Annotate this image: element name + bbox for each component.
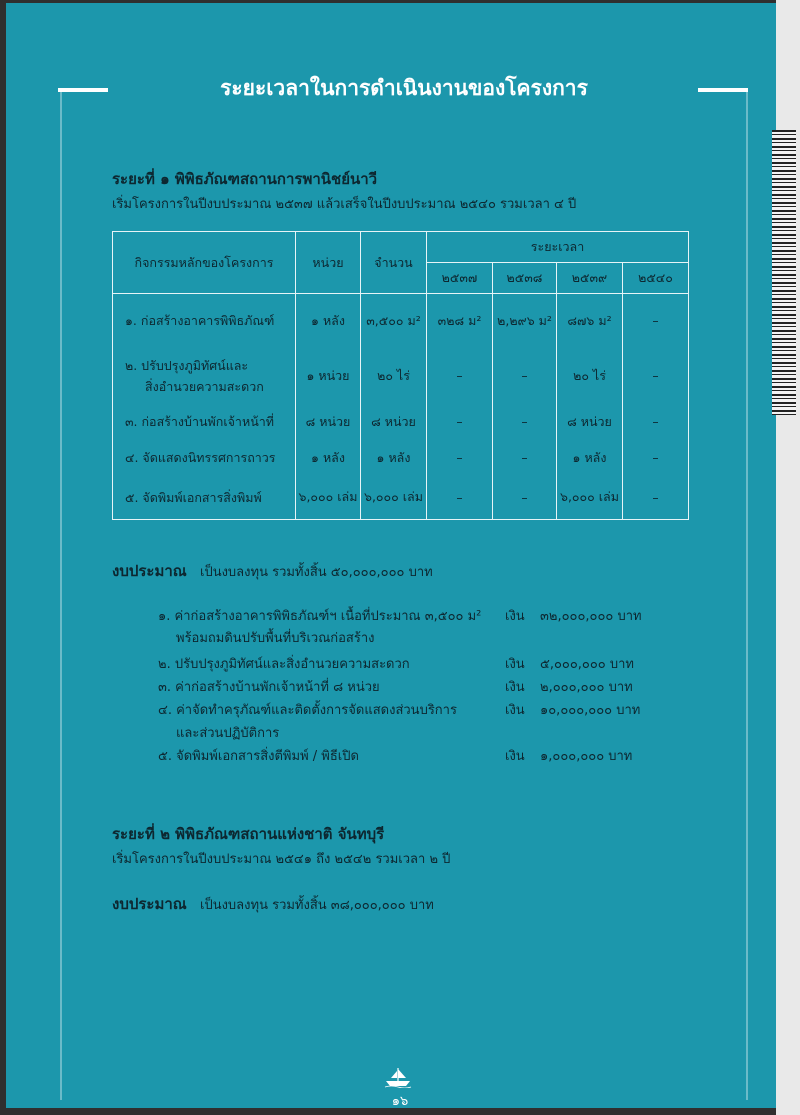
- table-row: [113, 404, 689, 440]
- row-y4: –: [623, 294, 689, 348]
- row-y4: –: [623, 348, 689, 404]
- table-row: [113, 440, 689, 476]
- row-unit: ๘ หน่วย: [296, 404, 361, 440]
- budget-item-1: ๑. ค่าก่อสร้างอาคารพิพิธภัณฑ์ฯ เนื้อที่ประมาณ ๓,๕๐๐ ม²: [158, 609, 482, 624]
- row-amount: ๑ หลัง: [361, 440, 427, 476]
- row-y3: ๖,๐๐๐ เล่ม: [557, 476, 623, 520]
- row-y2: –: [493, 476, 557, 520]
- phase2-budget-total: เป็นงบลงทุน รวมทั้งสิ้น ๓๘,๐๐๐,๐๐๐ บาท: [200, 898, 434, 913]
- header-year: ๒๕๓๘: [493, 263, 557, 294]
- row-amount: ๖,๐๐๐ เล่ม: [361, 476, 427, 520]
- row-y2: ๒,๒๙๖ ม²: [493, 294, 557, 348]
- row-y1: –: [427, 476, 493, 520]
- budget-item-1-label: เงิน: [505, 609, 525, 624]
- budget-item-4-label: เงิน: [505, 703, 525, 718]
- header-year: ๒๕๓๙: [557, 263, 623, 294]
- row-amount: ๒๐ ไร่: [361, 348, 427, 404]
- table-row: [113, 476, 689, 520]
- budget-item-2-label: เงิน: [505, 657, 525, 672]
- row-y4: –: [623, 476, 689, 520]
- row-y2: –: [493, 404, 557, 440]
- budget-item-2: ๒. ปรับปรุงภูมิทัศน์และสิ่งอำนวยความสะดวก: [158, 657, 410, 672]
- budget-item-1-amount: ๓๒,๐๐๐,๐๐๐ บาท: [540, 609, 642, 624]
- row-unit: ๑ หน่วย: [296, 348, 361, 404]
- row-y1: –: [427, 404, 493, 440]
- frame-line-right: [746, 90, 748, 1100]
- barcode-strip: [772, 130, 796, 415]
- row-activity: ๑. ก่อสร้างอาคารพิพิธภัณฑ์: [113, 294, 296, 348]
- header-activity: กิจกรรมหลักของโครงการ: [113, 232, 296, 294]
- budget-item-4: ๔. ค่าจัดทำครุภัณฑ์และติดตั้งการจัดแสดงส่วนบริการ: [158, 703, 457, 718]
- budget-item-3-label: เงิน: [505, 680, 525, 695]
- budget-item-5-amount: ๑,๐๐๐,๐๐๐ บาท: [540, 749, 633, 764]
- budget-total: เป็นงบลงทุน รวมทั้งสิ้น ๕๐,๐๐๐,๐๐๐ บาท: [200, 565, 433, 580]
- ship-icon: [383, 1066, 413, 1088]
- page-title: ระยะเวลาในการดำเนินงานของโครงการ: [220, 76, 588, 100]
- row-y3: ๒๐ ไร่: [557, 348, 623, 404]
- row-y4: –: [623, 404, 689, 440]
- row-y3: ๘ หน่วย: [557, 404, 623, 440]
- budget-label: งบประมาณ: [112, 562, 187, 580]
- phase2-heading: ระยะที่ ๒ พิพิธภัณฑสถานแห่งชาติ จันทบุรี: [112, 825, 385, 843]
- row-activity: ๓. ก่อสร้างบ้านพักเจ้าหน้าที่: [113, 404, 296, 440]
- budget-item-3: ๓. ค่าก่อสร้างบ้านพักเจ้าหน้าที่ ๘ หน่วย: [158, 680, 380, 695]
- row-unit: ๑ หลัง: [296, 294, 361, 348]
- row-unit: ๑ หลัง: [296, 440, 361, 476]
- table-row: [113, 294, 689, 348]
- phase2-subtitle: เริ่มโครงการในปีงบประมาณ ๒๕๔๑ ถึง ๒๕๔๒ รวมเวลา ๒ ปี: [112, 852, 451, 867]
- budget-item-4-line2: และส่วนปฏิบัติการ: [176, 726, 280, 741]
- frame-bar-left: [58, 88, 108, 92]
- row-activity: ๕. จัดพิมพ์เอกสารสิ่งพิมพ์: [113, 476, 296, 520]
- row-y1: ๓๒๘ ม²: [427, 294, 493, 348]
- row-y2: –: [493, 348, 557, 404]
- row-amount: ๓,๕๐๐ ม²: [361, 294, 427, 348]
- row-y3: ๘๗๖ ม²: [557, 294, 623, 348]
- row-amount: ๘ หน่วย: [361, 404, 427, 440]
- phase1-subtitle: เริ่มโครงการในปีงบประมาณ ๒๕๓๗ แล้วเสร็จในปีงบประมาณ ๒๕๔๐ รวมเวลา ๔ ปี: [112, 197, 577, 212]
- budget-item-5: ๕. จัดพิมพ์เอกสารสิ่งตีพิมพ์ / พิธีเปิด: [158, 749, 359, 764]
- row-activity-line1: ๒. ปรับปรุงภูมิทัศน์และ: [125, 357, 249, 373]
- frame-line-left: [60, 90, 62, 1100]
- header-amount: จำนวน: [361, 232, 427, 294]
- header-unit: หน่วย: [296, 232, 361, 294]
- row-y2: –: [493, 440, 557, 476]
- row-unit: ๖,๐๐๐ เล่ม: [296, 476, 361, 520]
- row-activity: ๔. จัดแสดงนิทรรศการถาวร: [113, 440, 296, 476]
- schedule-table: [112, 231, 689, 520]
- header-period: ระยะเวลา: [427, 232, 689, 263]
- budget-item-4-amount: ๑๐,๐๐๐,๐๐๐ บาท: [540, 703, 641, 718]
- budget-item-2-amount: ๕,๐๐๐,๐๐๐ บาท: [540, 657, 634, 672]
- budget-item-1-line2: พร้อมถมดินปรับพื้นที่บริเวณก่อสร้าง: [176, 631, 375, 646]
- row-activity: [113, 348, 296, 404]
- row-y4: –: [623, 440, 689, 476]
- row-y1: –: [427, 348, 493, 404]
- budget-item-5-label: เงิน: [505, 749, 525, 764]
- phase2-budget-label: งบประมาณ: [112, 895, 187, 913]
- frame-bar-right: [698, 88, 748, 92]
- budget-item-3-amount: ๒,๐๐๐,๐๐๐ บาท: [540, 680, 633, 695]
- header-year: ๒๕๓๗: [427, 263, 493, 294]
- row-activity-line2: สิ่งอำนวยความสะดวก: [145, 378, 264, 394]
- row-y3: ๑ หลัง: [557, 440, 623, 476]
- phase1-heading: ระยะที่ ๑ พิพิธภัณฑสถานการพานิชย์นาวี: [112, 170, 378, 188]
- page-number: ๑๖: [391, 1094, 409, 1109]
- table-row: [113, 348, 689, 404]
- row-y1: –: [427, 440, 493, 476]
- header-year: ๒๕๔๐: [623, 263, 689, 294]
